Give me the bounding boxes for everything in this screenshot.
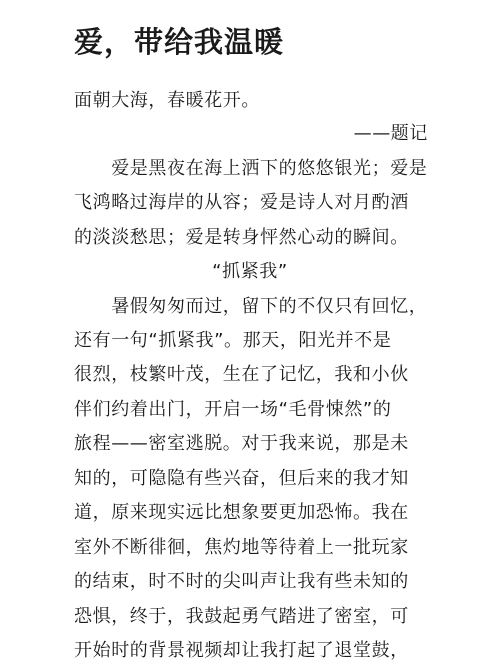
body-line: 暑假匆匆而过，留下的不仅只有回忆， (74, 296, 428, 317)
body-line: 还有一句“抓紧我”。那天，阳光并不是 (74, 330, 392, 351)
intro-line: 爱是黑夜在海上洒下的悠悠银光；爱是 (74, 158, 428, 179)
intro-line: 飞鸿略过海岸的从容；爱是诗人对月酌酒 (74, 192, 409, 213)
body-line: 的结束，时不时的尖叫声让我有些未知的 (74, 571, 409, 592)
epigraph: 面朝大海，春暖花开。 (74, 90, 260, 111)
body-line: 室外不断徘徊，焦灼地等待着上一批玩家 (74, 537, 409, 558)
section-title: “抓紧我” (212, 261, 288, 282)
article-title: 爱，带给我温暖 (74, 25, 285, 59)
body-line: 旅程——密室逃脱。对于我来说，那是未 (74, 433, 409, 454)
body-line: 伴们约着出门，开启一场“毛骨悚然”的 (74, 399, 392, 420)
body-line: 开始时的背景视频却让我打起了退堂鼓， (74, 640, 409, 661)
body-line: 很烈，枝繁叶茂，生在了记忆，我和小伙 (74, 364, 409, 385)
body-line: 道，原来现实远比想象要更加恐怖。我在 (74, 502, 409, 523)
body-line: 恐惧，终于，我鼓起勇气踏进了密室，可 (74, 606, 409, 627)
body-line: 知的，可隐隐有些兴奋，但后来的我才知 (74, 468, 409, 489)
intro-line: 的淡淡愁思；爱是转身怦然心动的瞬间。 (74, 227, 409, 248)
epigraph-attribution: ——题记 (353, 123, 428, 144)
